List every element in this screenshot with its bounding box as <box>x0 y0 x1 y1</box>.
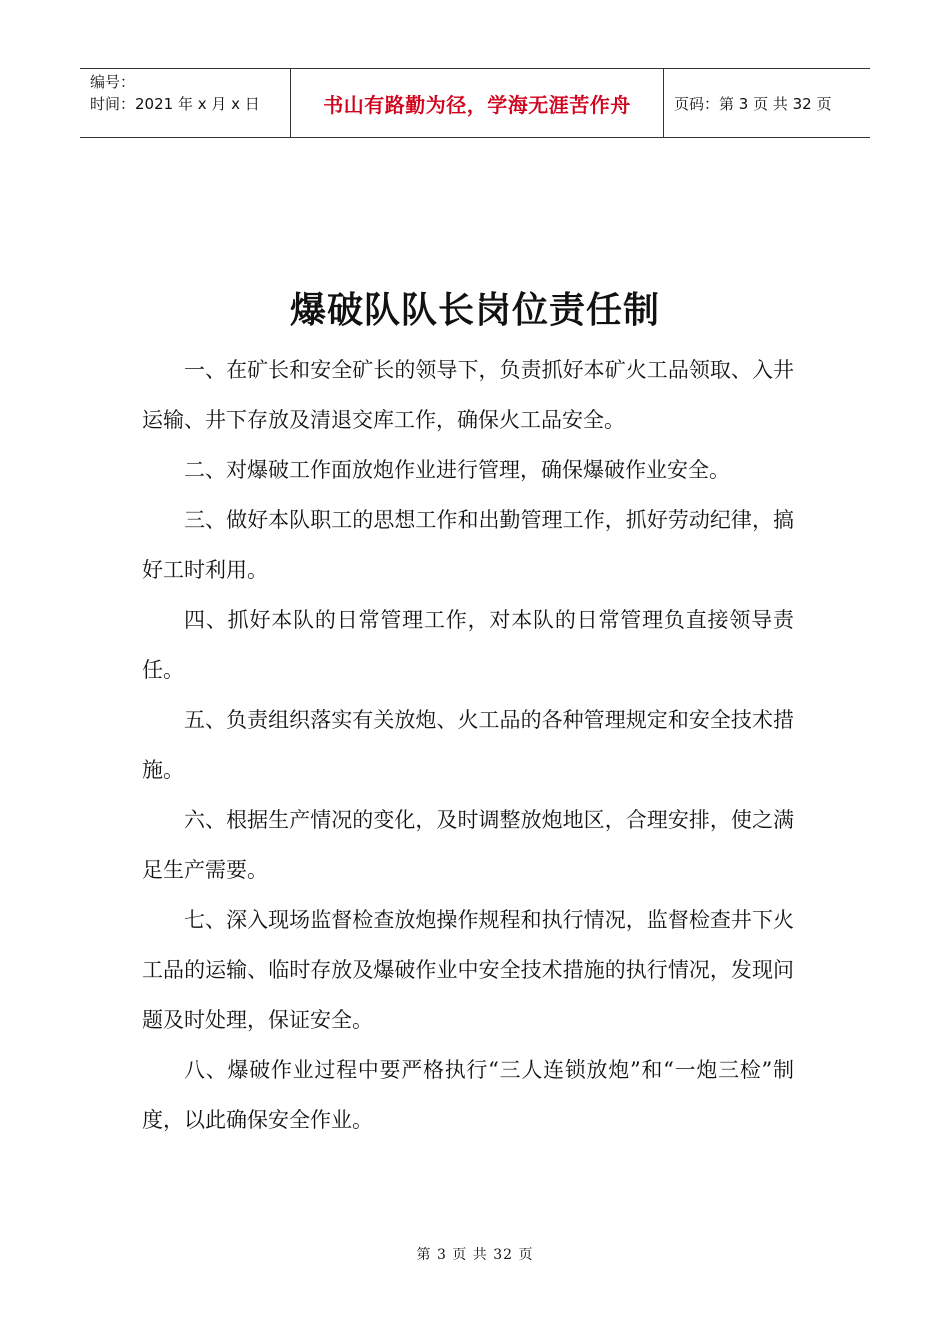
paragraph-8: 八、爆破作业过程中要严格执行“三人连锁放炮”和“一炮三检”制度，以此确保安全作业。 <box>142 1058 794 1132</box>
paragraph-2: 二、对爆破工作面放炮作业进行管理，确保爆破作业安全。 <box>184 458 730 482</box>
document-body <box>142 345 794 1145</box>
paragraph-5: 五、负责组织落实有关放炮、火工品的各种管理规定和安全技术措施。 <box>142 708 794 782</box>
header-page-info: 页码：第 3 页 共 32 页 <box>674 94 832 113</box>
paragraph-6: 六、根据生产情况的变化，及时调整放炮地区，合理安排，使之满足生产需要。 <box>142 808 794 882</box>
header-motto: 书山有路勤为径，学海无涯苦作舟 <box>291 69 664 137</box>
document-number-label: 编号： <box>90 73 136 91</box>
paragraph-1: 一、在矿长和安全矿长的领导下，负责抓好本矿火工品领取、入井运输、井下存放及清退交库工作，确保火工品安全。 <box>142 358 794 432</box>
document-title: 爆破队队长岗位责任制 <box>289 289 660 331</box>
paragraph-3: 三、做好本队职工的思想工作和出勤管理工作，抓好劳动纪律，搞好工时利用。 <box>142 508 794 582</box>
page-header <box>80 68 870 138</box>
paragraph-7: 七、深入现场监督检查放炮操作规程和执行情况，监督检查井下火工品的运输、临时存放及爆破作业中安全技术措施的执行情况，发现问题及时处理，保证安全。 <box>142 908 794 1032</box>
page-footer: 第 3 页 共 32 页 <box>416 1247 534 1263</box>
header-meta <box>80 69 291 137</box>
document-time-label: 时间：2021 年 x 月 x 日 <box>90 95 260 113</box>
paragraph-4: 四、抓好本队的日常管理工作，对本队的日常管理负直接领导责任。 <box>142 608 794 682</box>
